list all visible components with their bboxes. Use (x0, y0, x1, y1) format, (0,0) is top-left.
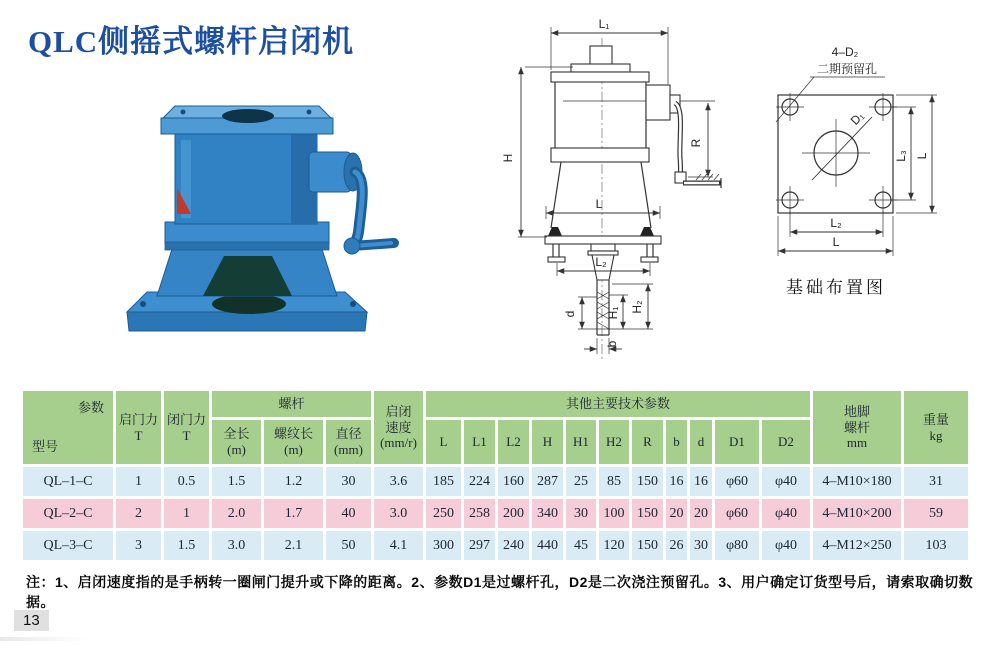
value-cell: 100 (599, 499, 629, 528)
value-cell: 4–M10×200 (813, 499, 901, 528)
value-cell: 1.5 (212, 467, 261, 496)
spec-table-body (23, 467, 968, 560)
value-cell: 200 (498, 499, 529, 528)
page-number: 13 (14, 610, 49, 631)
dim-label-d1: D₁ (847, 108, 867, 128)
table-row (23, 531, 968, 560)
dim-label-l2-plan: L₂ (830, 216, 842, 230)
corner-header (23, 391, 113, 464)
value-cell: 240 (498, 531, 529, 560)
subheader-D2: D2 (762, 420, 810, 464)
value-cell: φ40 (762, 467, 810, 496)
value-cell: 287 (532, 467, 563, 496)
subheader-L: L (426, 420, 461, 464)
header-opening-force: 启门力 T (116, 391, 161, 464)
subheader-D1: D1 (715, 420, 759, 464)
value-cell: 224 (464, 467, 495, 496)
value-cell: 50 (326, 531, 371, 560)
value-cell: φ40 (762, 531, 810, 560)
dim-label-h2: H₂ (630, 300, 644, 314)
dim-label-h1: H₁ (606, 306, 620, 320)
header-group-screw: 螺杆 (212, 391, 371, 417)
value-cell: 0.5 (164, 467, 209, 496)
value-cell: φ60 (715, 467, 759, 496)
spec-table (20, 388, 971, 563)
dim-label-l3: L₃ (894, 150, 908, 162)
value-cell: 300 (426, 531, 461, 560)
subheader-H2: H2 (599, 420, 629, 464)
subheader-thread-length: 螺纹长 (m) (264, 420, 323, 464)
value-cell: 26 (666, 531, 687, 560)
value-cell: 85 (599, 467, 629, 496)
value-cell: 25 (566, 467, 596, 496)
value-cell: 103 (904, 531, 968, 560)
header-closing-force: 闭门力 T (164, 391, 209, 464)
header-group-other: 其他主要技术参数 (426, 391, 810, 417)
value-cell: 1 (164, 499, 209, 528)
value-cell: 258 (464, 499, 495, 528)
value-cell: 150 (632, 499, 663, 528)
value-cell: 4.1 (374, 531, 423, 560)
value-cell: 45 (566, 531, 596, 560)
value-cell: 30 (566, 499, 596, 528)
dim-label-l-bottom: L (832, 235, 840, 249)
dim-label-l-side: L (915, 152, 929, 160)
dim-label-l2: L₂ (595, 255, 607, 269)
header-speed: 启闭 速度 (mm/r) (374, 391, 423, 464)
anchor-holes (776, 93, 897, 214)
dim-label-b: b (605, 340, 619, 348)
subheader-H: H (532, 420, 563, 464)
model-cell: QL–1–C (23, 467, 113, 496)
value-cell: φ60 (715, 499, 759, 528)
dim-label-r: R (689, 138, 703, 148)
subheader-b: b (666, 420, 687, 464)
holes-note-label: 二期预留孔 (816, 62, 878, 76)
corner-label-model: 型号 (32, 439, 59, 455)
dim-label-l1: L₁ (598, 17, 610, 31)
value-cell: 1 (116, 467, 161, 496)
value-cell: 20 (666, 499, 687, 528)
page-title: QLC侧摇式螺杆启闭机 (28, 24, 355, 59)
model-cell: QL–2–C (23, 499, 113, 528)
table-row (23, 467, 968, 496)
product-photo (103, 96, 401, 346)
value-cell: 160 (498, 467, 529, 496)
footnote: 注：1、启闭速度指的是手柄转一圈闸门提升或下降的距离。2、参数D1是过螺杆孔，D2是二次浇注预留孔。3、用户确定订货型号后，请索取确切数据。 (26, 574, 974, 610)
dim-label-h: H (501, 153, 515, 163)
value-cell: 3.0 (212, 531, 261, 560)
value-cell: 1.5 (164, 531, 209, 560)
value-cell: 59 (904, 499, 968, 528)
subheader-d: d (690, 420, 712, 464)
value-cell: 297 (464, 531, 495, 560)
value-cell: 1.2 (264, 467, 323, 496)
value-cell: 1.7 (264, 499, 323, 528)
value-cell: φ40 (762, 499, 810, 528)
subheader-H1: H1 (566, 420, 596, 464)
value-cell: 3.6 (374, 467, 423, 496)
value-cell: 2.1 (264, 531, 323, 560)
subheader-L1: L1 (464, 420, 495, 464)
value-cell: 250 (426, 499, 461, 528)
value-cell: 2.0 (212, 499, 261, 528)
subheader-L2: L2 (498, 420, 529, 464)
model-cell: QL–3–C (23, 531, 113, 560)
value-cell: 20 (690, 499, 712, 528)
value-cell: 4–M10×180 (813, 467, 901, 496)
subheader-diameter: 直径 (mm) (326, 420, 371, 464)
side-view-drawing (478, 8, 743, 368)
value-cell: 30 (326, 467, 371, 496)
value-cell: 340 (532, 499, 563, 528)
foundation-plan-drawing (748, 16, 993, 308)
value-cell: 3.0 (374, 499, 423, 528)
value-cell: 3 (116, 531, 161, 560)
corner-label-parameter: 参数 (77, 400, 104, 415)
subheader-R: R (632, 420, 663, 464)
value-cell: 16 (666, 467, 687, 496)
dim-label-d: d (563, 310, 577, 318)
value-cell: 2 (116, 499, 161, 528)
subheader-total-length: 全长 (m) (212, 420, 261, 464)
value-cell: 40 (326, 499, 371, 528)
value-cell: 16 (690, 467, 712, 496)
value-cell: 4–M12×250 (813, 531, 901, 560)
value-cell: 31 (904, 467, 968, 496)
value-cell: 150 (632, 467, 663, 496)
value-cell: 120 (599, 531, 629, 560)
hoist-machine-illustration (127, 106, 394, 331)
header-weight: 重量 kg (904, 391, 968, 464)
holes-count-label: 4–D₂ (831, 45, 859, 59)
value-cell: 440 (532, 531, 563, 560)
plan-caption: 基础布置图 (786, 278, 886, 297)
value-cell: 150 (632, 531, 663, 560)
scan-edge-artifact (0, 637, 88, 641)
value-cell: 185 (426, 467, 461, 496)
table-row (23, 499, 968, 528)
value-cell: 30 (690, 531, 712, 560)
value-cell: φ80 (715, 531, 759, 560)
dim-label-l: L (595, 197, 603, 211)
header-anchor-bolt: 地脚 螺杆 mm (813, 391, 901, 464)
